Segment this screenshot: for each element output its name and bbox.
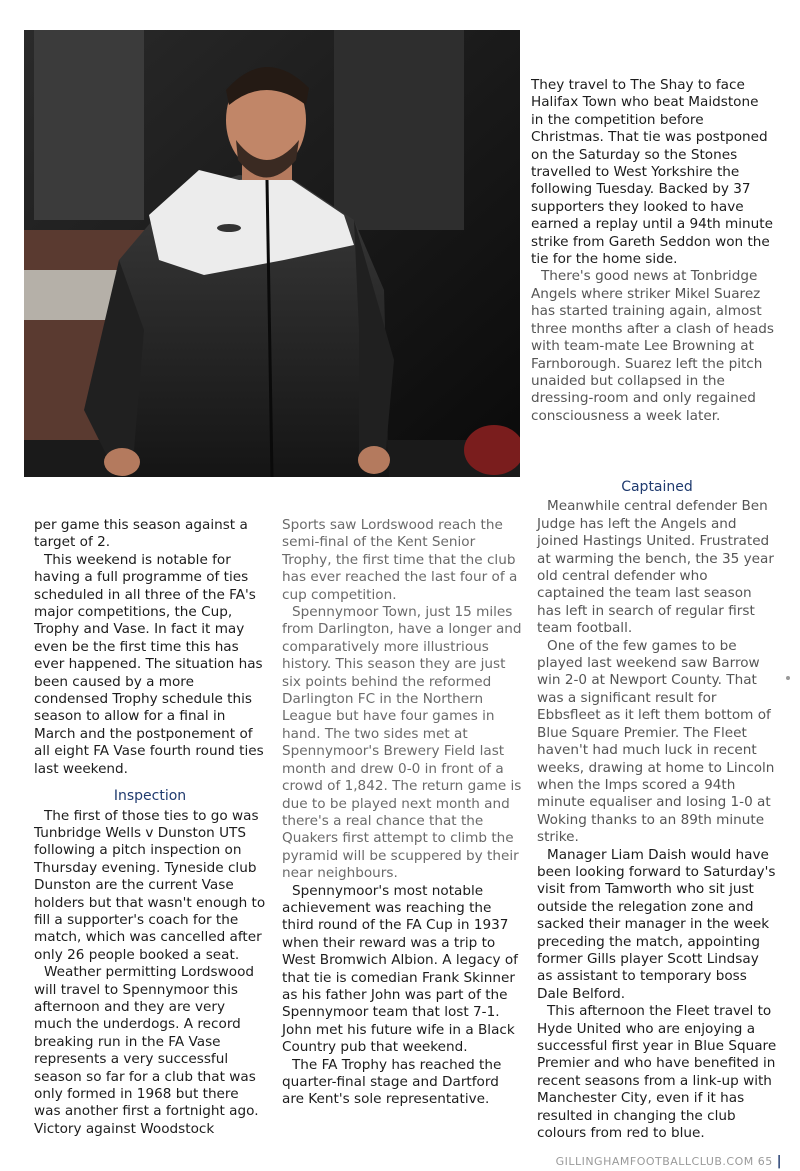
- column-3-top: [531, 77, 775, 425]
- paragraph: This afternoon the Fleet travel to Hyde United who are enjoying a successful first year in Blue Square Premier and who have benefited in recent seasons from a link-up with Manchester City, even if it has resulted in changing the club colours from red to blue.: [537, 1003, 777, 1142]
- paragraph: Weather permitting Lordswood will travel to Spennymoor this afternoon and they are very much the underdogs. A record breaking run in the FA Vase represents a very successful season so far for a club that was only formed in 1968 but there was another first a fortnight ago. Victory against Woodstock: [34, 964, 259, 1137]
- page-footer: [556, 1154, 782, 1169]
- column-3-bottom: [537, 479, 777, 1142]
- paragraph: The FA Trophy has reached the quarter-final stage and Dartford are Kent's sole representative.: [282, 1056, 502, 1108]
- column-2: [282, 517, 522, 1109]
- paragraph: Manager Liam Daish would have been looking forward to Saturday's visit from Tamworth who sit just outside the relegation zone and sacked their manager in the week preceding the match, appointing former Gills player Scott Lindsay as assistant to temporary boss Dale Belford.: [537, 846, 776, 1002]
- paragraph: Spennymoor Town, just 15 miles from Darlington, have a longer and comparatively more illustrious history. This season they are just six points behind the reformed Darlington FC in the Northern League but have four games in hand. The two sides met at Spennymoor's Brewery Field last month and drew 0-0 in front of a crowd of 1,842. The return game is due to be played next month and there's a real chance that the Quakers first attempt to climb the pyramid will be scuppered by their near neighbours.: [282, 604, 522, 882]
- manager-photo-illustration: [24, 30, 520, 477]
- footer-separator: |: [776, 1154, 782, 1169]
- paragraph: One of the few games to be played last weekend saw Barrow win 2-0 at Newport County. That was a significant result for Ebbsfleet as it left them bottom of Blue Square Premier. The Fleet haven't had much luck in recent weeks, drawing at home to Lincoln when the Imps scored a 94th minute equaliser and losing 1-0 at Woking thanks to an 89th minute strike.: [537, 637, 775, 846]
- column-1: [34, 517, 266, 1138]
- paragraph: This weekend is notable for having a full programme of ties scheduled in all three of the FA's major competitions, the Cup, Trophy and Vase. In fact it may even be the first time this has ever happened. The situation has been caused by a more condensed Trophy schedule this season to allow for a final in March and the postponement of all eight FA Vase fourth round ties last weekend.: [34, 551, 264, 777]
- paragraph: There's good news at Tonbridge Angels where striker Mikel Suarez has started training again, almost three months after a clash of heads with team-mate Lee Browning at Farnborough. Suarez left the pitch unaided but collapsed in the dressing-room and only regained consciousness a week later.: [531, 268, 774, 424]
- paragraph: The first of those ties to go was Tunbridge Wells v Dunston UTS following a pitch inspection on Thursday evening. Tyneside club Dunston are the current Vase holders but that wasn't enough to fill a supporter's coach for the match, which was cancelled after only 26 people booked a seat.: [34, 807, 266, 963]
- feature-photo: [24, 30, 520, 477]
- paragraph: per game this season against a target of 2.: [34, 517, 248, 551]
- paragraph: They travel to The Shay to face Halifax Town who beat Maidstone in the competition before Christmas. That tie was postponed on the Saturday so the Stones travelled to West Yorkshire the following Tuesday. Backed by 37 supporters they looked to have earned a replay until a 94th minute strike from Gareth Seddon won the tie for the home side.: [531, 77, 773, 268]
- paragraph: Sports saw Lordswood reach the semi-final of the Kent Senior Trophy, the first time that the club has ever reached the last four of a cup competition.: [282, 517, 518, 603]
- footer-site: GILLINGHAMFOOTBALLCLUB.COM: [555, 1155, 754, 1168]
- section-heading-inspection: Inspection: [113, 788, 187, 805]
- footer-page-number: 65: [757, 1155, 773, 1168]
- paragraph: Spennymoor's most notable achievement was reaching the third round of the FA Cup in 1937 when their reward was a trip to West Bromwich Albion. A legacy of that tie is comedian Frank Skinner as his father John was part of the Spennymoor team that lost 7-1. John met his future wife in a Black Country pub that weekend.: [282, 882, 518, 1056]
- section-heading-captained: Captained: [621, 479, 693, 495]
- margin-mark: [786, 676, 790, 680]
- paragraph: Meanwhile central defender Ben Judge has left the Angels and joined Hastings United. Frustrated at warming the bench, the 35 year old central defender who captained the team last season has left in search of regular first team football.: [537, 498, 774, 637]
